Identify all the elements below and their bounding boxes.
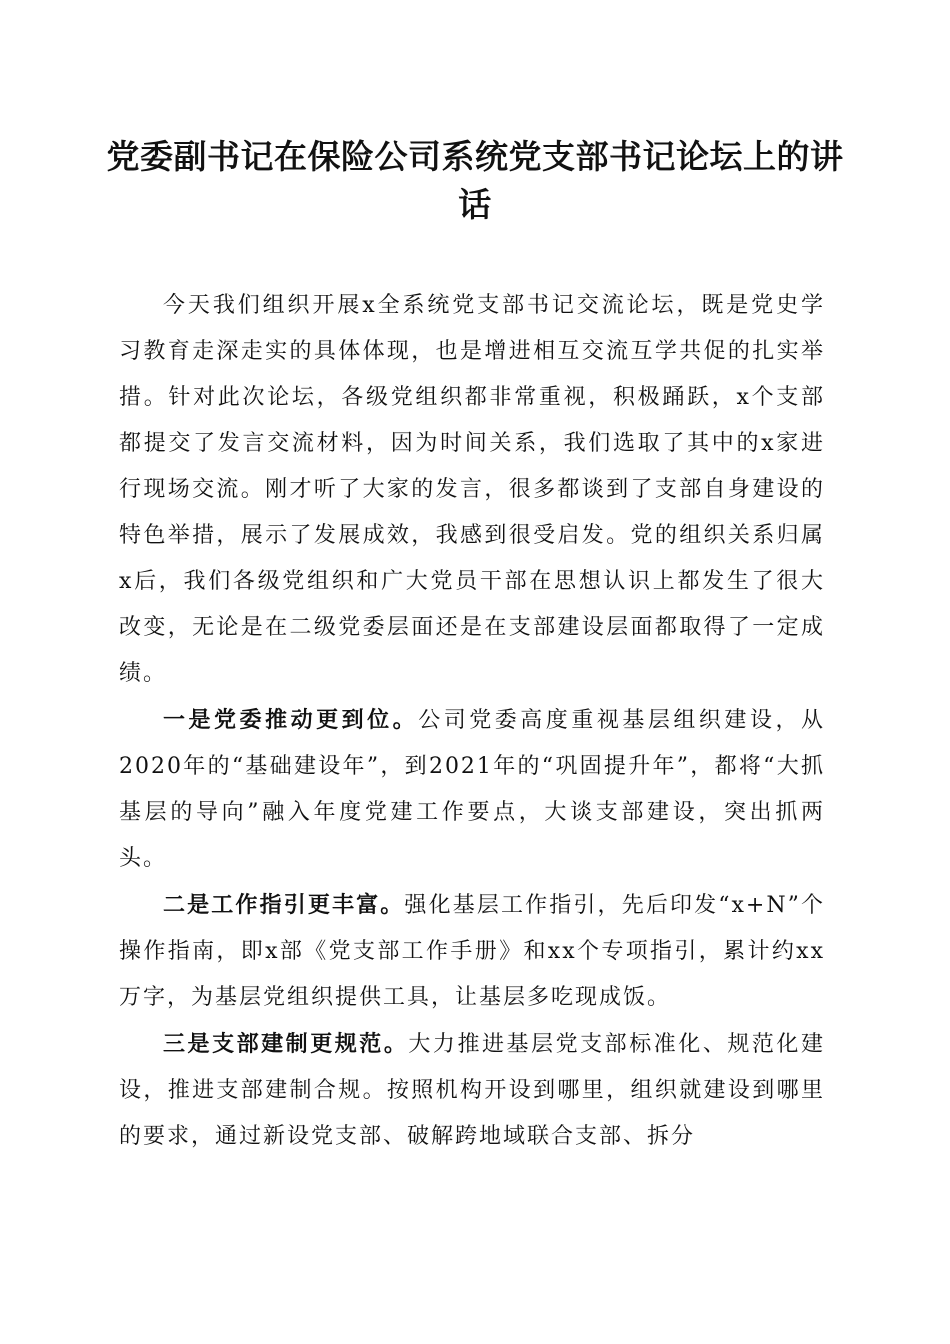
document-body xyxy=(119,282,825,1160)
paragraph-text: 大力推进基层党支部标准化、规范化建设，推进支部建制合规。按照机构开设到哪里，组织就建设到哪里的要求，通过新设党支部、破解跨地域联合支部、拆分 xyxy=(119,1032,825,1149)
paragraph-text: 强化基层工作指引，先后印发“x+N”个操作指南，即x部《党支部工作手册》和xx个专项指引，累计约xx万字，为基层党组织提供工具，让基层多吃现成饭。 xyxy=(119,893,825,1010)
paragraph-lead: 一是党委推动更到位。 xyxy=(163,707,419,733)
document-title: 党委副书记在保险公司系统党支部书记论坛上的讲话 xyxy=(106,137,844,224)
paragraph-text: 今天我们组织开展x全系统党支部书记交流论坛，既是党史学习教育走深走实的具体体现，也是增进相互交流互学共促的扎实举措。针对此次论坛，各级党组织都非常重视，积极踊跃，x个支部都提交了发言交流材料，因为时间关系，我们选取了其中的x家进行现场交流。刚才听了大家的发言，很多都谈到了支部自身建设的特色举措，展示了发展成效，我感到很受启发。党的组织关系归属x后，我们各级党组织和广大党员干部在思想认识上都发生了很大改变，无论是在二级党委层面还是在支部建设层面都取得了一定成绩。 xyxy=(119,293,825,686)
paragraph-point-3 xyxy=(119,1021,825,1160)
paragraph-point-2 xyxy=(119,882,825,1021)
paragraph-lead: 三是支部建制更规范。 xyxy=(163,1031,409,1057)
paragraph-lead: 二是工作指引更丰富。 xyxy=(163,892,405,918)
paragraph-text: 公司党委高度重视基层组织建设，从2020年的“基础建设年”，到2021年的“巩固提升年”，都将“大抓基层的导向”融入年度党建工作要点，大谈支部建设，突出抓两头。 xyxy=(119,708,825,871)
paragraph-point-1 xyxy=(119,697,825,882)
paragraph-intro xyxy=(119,282,825,697)
